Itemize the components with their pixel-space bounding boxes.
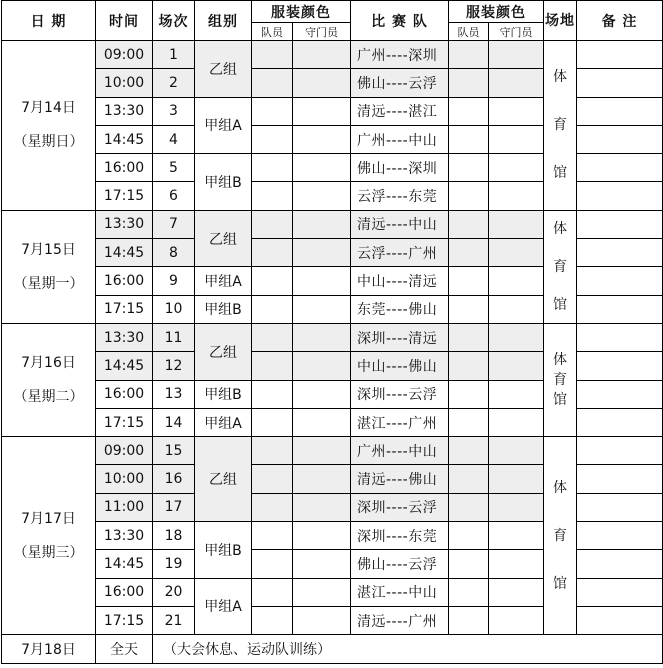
round-cell: 20 xyxy=(153,578,195,606)
round-cell: 6 xyxy=(153,182,195,210)
venue-char: 馆 xyxy=(553,296,567,313)
uniform-keeper-b-cell xyxy=(489,182,544,210)
notes-cell xyxy=(577,267,663,295)
uniform-keeper-a-cell xyxy=(293,465,351,493)
uniform-keeper-a-cell xyxy=(293,550,351,578)
notes-cell xyxy=(577,606,663,634)
header-uniform-a: 服装颜色 xyxy=(252,1,351,23)
uniform-player-a-cell xyxy=(252,69,293,97)
notes-cell xyxy=(577,550,663,578)
uniform-keeper-a-cell xyxy=(293,267,351,295)
venue-char: 育 xyxy=(553,372,567,389)
match-cell: 清远----广州 xyxy=(351,606,449,634)
uniform-player-a-cell xyxy=(252,437,293,465)
table-row xyxy=(2,210,663,238)
uniform-player-b-cell xyxy=(449,380,489,408)
notes-cell xyxy=(577,182,663,210)
time-cell: 14:45 xyxy=(96,125,153,153)
uniform-player-b-cell xyxy=(449,493,489,521)
uniform-player-b-cell xyxy=(449,210,489,238)
match-cell: 清远----中山 xyxy=(351,210,449,238)
header-date: 日 期 xyxy=(2,1,96,41)
uniform-keeper-a-cell xyxy=(293,352,351,380)
uniform-player-a-cell xyxy=(252,267,293,295)
uniform-player-a-cell xyxy=(252,323,293,351)
uniform-player-a-cell xyxy=(252,352,293,380)
uniform-player-a-cell xyxy=(252,380,293,408)
uniform-keeper-b-cell xyxy=(489,69,544,97)
date-text: 7月16日 xyxy=(21,355,76,372)
last-date-cell: 7月18日 xyxy=(2,635,96,663)
uniform-keeper-b-cell xyxy=(489,408,544,436)
uniform-player-b-cell xyxy=(449,323,489,351)
match-cell: 广州----中山 xyxy=(351,437,449,465)
time-cell: 17:15 xyxy=(96,182,153,210)
time-cell: 10:00 xyxy=(96,465,153,493)
uniform-keeper-a-cell xyxy=(293,493,351,521)
date-text: 7月14日 xyxy=(21,100,76,117)
round-cell: 3 xyxy=(153,97,195,125)
notes-cell xyxy=(577,323,663,351)
round-cell: 1 xyxy=(153,41,195,69)
match-cell: 广州----深圳 xyxy=(351,41,449,69)
notes-cell xyxy=(577,437,663,465)
group-cell: 甲组B xyxy=(195,295,252,323)
time-cell: 10:00 xyxy=(96,69,153,97)
match-cell: 中山----佛山 xyxy=(351,352,449,380)
header-group: 组别 xyxy=(195,1,252,41)
time-cell: 13:30 xyxy=(96,97,153,125)
venue-char: 体 xyxy=(553,220,567,237)
uniform-player-b-cell xyxy=(449,352,489,380)
match-cell: 深圳----云浮 xyxy=(351,493,449,521)
uniform-player-a-cell xyxy=(252,182,293,210)
match-cell: 湛江----中山 xyxy=(351,578,449,606)
uniform-player-a-cell xyxy=(252,41,293,69)
match-cell: 清远----湛江 xyxy=(351,97,449,125)
round-cell: 2 xyxy=(153,69,195,97)
uniform-player-b-cell xyxy=(449,522,489,550)
uniform-keeper-a-cell xyxy=(293,69,351,97)
match-cell: 湛江----广州 xyxy=(351,408,449,436)
uniform-keeper-b-cell xyxy=(489,210,544,238)
round-cell: 7 xyxy=(153,210,195,238)
match-cell: 深圳----云浮 xyxy=(351,380,449,408)
date-cell xyxy=(2,41,96,211)
round-cell: 17 xyxy=(153,493,195,521)
notes-cell xyxy=(577,522,663,550)
uniform-keeper-a-cell xyxy=(293,522,351,550)
uniform-keeper-b-cell xyxy=(489,522,544,550)
uniform-player-a-cell xyxy=(252,550,293,578)
notes-cell xyxy=(577,380,663,408)
uniform-keeper-b-cell xyxy=(489,267,544,295)
venue-cell xyxy=(544,210,577,323)
round-cell: 12 xyxy=(153,352,195,380)
uniform-player-b-cell xyxy=(449,69,489,97)
uniform-keeper-b-cell xyxy=(489,41,544,69)
uniform-player-b-cell xyxy=(449,267,489,295)
uniform-keeper-a-cell xyxy=(293,380,351,408)
match-cell: 深圳----东莞 xyxy=(351,522,449,550)
uniform-player-b-cell xyxy=(449,465,489,493)
venue-char: 馆 xyxy=(553,575,567,592)
group-cell: 甲组B xyxy=(195,380,252,408)
last-time-cell: 全天 xyxy=(96,635,153,663)
group-cell: 甲组B xyxy=(195,522,252,579)
uniform-player-a-cell xyxy=(252,125,293,153)
notes-cell xyxy=(577,41,663,69)
header-player-a: 队员 xyxy=(252,23,293,41)
time-cell: 09:00 xyxy=(96,437,153,465)
uniform-keeper-a-cell xyxy=(293,606,351,634)
group-cell: 甲组B xyxy=(195,154,252,211)
time-cell: 13:30 xyxy=(96,522,153,550)
match-cell: 中山----清远 xyxy=(351,267,449,295)
uniform-player-a-cell xyxy=(252,606,293,634)
uniform-keeper-b-cell xyxy=(489,239,544,267)
uniform-player-b-cell xyxy=(449,239,489,267)
notes-cell xyxy=(577,210,663,238)
uniform-keeper-a-cell xyxy=(293,295,351,323)
time-cell: 17:15 xyxy=(96,295,153,323)
venue-char: 体 xyxy=(553,479,567,496)
uniform-keeper-a-cell xyxy=(293,323,351,351)
group-cell: 乙组 xyxy=(195,437,252,522)
uniform-keeper-a-cell xyxy=(293,97,351,125)
table-row xyxy=(2,323,663,351)
uniform-player-b-cell xyxy=(449,437,489,465)
uniform-player-a-cell xyxy=(252,578,293,606)
uniform-player-b-cell xyxy=(449,408,489,436)
uniform-keeper-a-cell xyxy=(293,182,351,210)
venue-char: 体 xyxy=(553,69,567,86)
match-cell: 佛山----深圳 xyxy=(351,154,449,182)
round-cell: 8 xyxy=(153,239,195,267)
notes-cell xyxy=(577,239,663,267)
weekday-text: （星期二） xyxy=(13,389,84,406)
notes-cell xyxy=(577,97,663,125)
schedule-table xyxy=(1,0,663,664)
table-row xyxy=(2,437,663,465)
venue-char: 育 xyxy=(553,117,567,134)
venue-char: 体 xyxy=(553,352,567,369)
uniform-keeper-b-cell xyxy=(489,465,544,493)
schedule-body xyxy=(2,41,663,664)
time-cell: 14:45 xyxy=(96,352,153,380)
match-cell: 佛山----云浮 xyxy=(351,550,449,578)
table-row-last xyxy=(2,635,663,663)
uniform-player-b-cell xyxy=(449,578,489,606)
uniform-keeper-a-cell xyxy=(293,210,351,238)
uniform-player-b-cell xyxy=(449,41,489,69)
venue-cell xyxy=(544,437,577,635)
notes-cell xyxy=(577,295,663,323)
notes-cell xyxy=(577,578,663,606)
header-venue: 场地 xyxy=(544,1,577,41)
group-cell: 甲组A xyxy=(195,578,252,635)
date-cell xyxy=(2,210,96,323)
date-cell xyxy=(2,437,96,635)
uniform-keeper-b-cell xyxy=(489,323,544,351)
date-text: 7月17日 xyxy=(21,510,76,527)
round-cell: 16 xyxy=(153,465,195,493)
uniform-player-a-cell xyxy=(252,493,293,521)
time-cell: 16:00 xyxy=(96,154,153,182)
uniform-player-b-cell xyxy=(449,97,489,125)
round-cell: 18 xyxy=(153,522,195,550)
round-cell: 14 xyxy=(153,408,195,436)
uniform-keeper-b-cell xyxy=(489,295,544,323)
header-keeper-a: 守门员 xyxy=(293,23,351,41)
weekday-text: （星期日） xyxy=(13,134,84,151)
uniform-keeper-a-cell xyxy=(293,578,351,606)
uniform-player-b-cell xyxy=(449,606,489,634)
notes-cell xyxy=(577,352,663,380)
time-cell: 13:30 xyxy=(96,323,153,351)
uniform-player-a-cell xyxy=(252,154,293,182)
time-cell: 13:30 xyxy=(96,210,153,238)
uniform-player-b-cell xyxy=(449,295,489,323)
time-cell: 14:45 xyxy=(96,550,153,578)
venue-cell xyxy=(544,41,577,211)
venue-char: 馆 xyxy=(553,165,567,182)
header-uniform-b: 服装颜色 xyxy=(449,1,544,23)
last-note-cell: （大会休息、运动队训练） xyxy=(153,635,663,663)
uniform-player-b-cell xyxy=(449,125,489,153)
uniform-keeper-b-cell xyxy=(489,578,544,606)
uniform-player-b-cell xyxy=(449,182,489,210)
time-cell: 16:00 xyxy=(96,380,153,408)
round-cell: 10 xyxy=(153,295,195,323)
round-cell: 5 xyxy=(153,154,195,182)
uniform-player-a-cell xyxy=(252,408,293,436)
uniform-keeper-b-cell xyxy=(489,352,544,380)
uniform-player-a-cell xyxy=(252,295,293,323)
time-cell: 11:00 xyxy=(96,493,153,521)
uniform-keeper-a-cell xyxy=(293,41,351,69)
header-keeper-b: 守门员 xyxy=(489,23,544,41)
time-cell: 17:15 xyxy=(96,408,153,436)
uniform-keeper-a-cell xyxy=(293,125,351,153)
uniform-keeper-b-cell xyxy=(489,154,544,182)
notes-cell xyxy=(577,154,663,182)
group-cell: 甲组A xyxy=(195,97,252,154)
uniform-keeper-b-cell xyxy=(489,125,544,153)
uniform-keeper-a-cell xyxy=(293,239,351,267)
time-cell: 16:00 xyxy=(96,578,153,606)
match-cell: 云浮----东莞 xyxy=(351,182,449,210)
round-cell: 19 xyxy=(153,550,195,578)
uniform-player-a-cell xyxy=(252,210,293,238)
group-cell: 乙组 xyxy=(195,210,252,267)
uniform-keeper-a-cell xyxy=(293,408,351,436)
match-cell: 深圳----清远 xyxy=(351,323,449,351)
date-cell xyxy=(2,323,96,436)
date-text: 7月15日 xyxy=(21,241,76,258)
time-cell: 17:15 xyxy=(96,606,153,634)
table-row xyxy=(2,41,663,69)
match-cell: 广州----中山 xyxy=(351,125,449,153)
header-time: 时间 xyxy=(96,1,153,41)
notes-cell xyxy=(577,69,663,97)
uniform-keeper-b-cell xyxy=(489,437,544,465)
uniform-player-a-cell xyxy=(252,239,293,267)
header-notes: 备 注 xyxy=(577,1,663,41)
round-cell: 15 xyxy=(153,437,195,465)
header-player-b: 队员 xyxy=(449,23,489,41)
time-cell: 09:00 xyxy=(96,41,153,69)
uniform-keeper-b-cell xyxy=(489,380,544,408)
weekday-text: （星期三） xyxy=(13,544,84,561)
weekday-text: （星期一） xyxy=(13,275,84,292)
uniform-player-a-cell xyxy=(252,465,293,493)
venue-char: 育 xyxy=(553,258,567,275)
uniform-keeper-a-cell xyxy=(293,437,351,465)
notes-cell xyxy=(577,493,663,521)
notes-cell xyxy=(577,125,663,153)
uniform-keeper-b-cell xyxy=(489,606,544,634)
round-cell: 4 xyxy=(153,125,195,153)
round-cell: 13 xyxy=(153,380,195,408)
uniform-keeper-b-cell xyxy=(489,493,544,521)
uniform-keeper-b-cell xyxy=(489,97,544,125)
match-cell: 云浮----广州 xyxy=(351,239,449,267)
uniform-player-b-cell xyxy=(449,550,489,578)
notes-cell xyxy=(577,465,663,493)
time-cell: 16:00 xyxy=(96,267,153,295)
uniform-player-a-cell xyxy=(252,97,293,125)
venue-char: 馆 xyxy=(553,392,567,409)
round-cell: 9 xyxy=(153,267,195,295)
round-cell: 21 xyxy=(153,606,195,634)
group-cell: 甲组A xyxy=(195,408,252,436)
notes-cell xyxy=(577,408,663,436)
uniform-keeper-a-cell xyxy=(293,154,351,182)
uniform-player-b-cell xyxy=(449,154,489,182)
uniform-keeper-b-cell xyxy=(489,550,544,578)
header-round: 场次 xyxy=(153,1,195,41)
venue-char: 育 xyxy=(553,527,567,544)
header-teams: 比 赛 队 xyxy=(351,1,449,41)
match-cell: 东莞----佛山 xyxy=(351,295,449,323)
group-cell: 乙组 xyxy=(195,41,252,98)
match-cell: 佛山----云浮 xyxy=(351,69,449,97)
group-cell: 甲组A xyxy=(195,267,252,295)
time-cell: 14:45 xyxy=(96,239,153,267)
match-cell: 清远----佛山 xyxy=(351,465,449,493)
group-cell: 乙组 xyxy=(195,323,252,380)
venue-cell xyxy=(544,323,577,436)
uniform-player-a-cell xyxy=(252,522,293,550)
round-cell: 11 xyxy=(153,323,195,351)
